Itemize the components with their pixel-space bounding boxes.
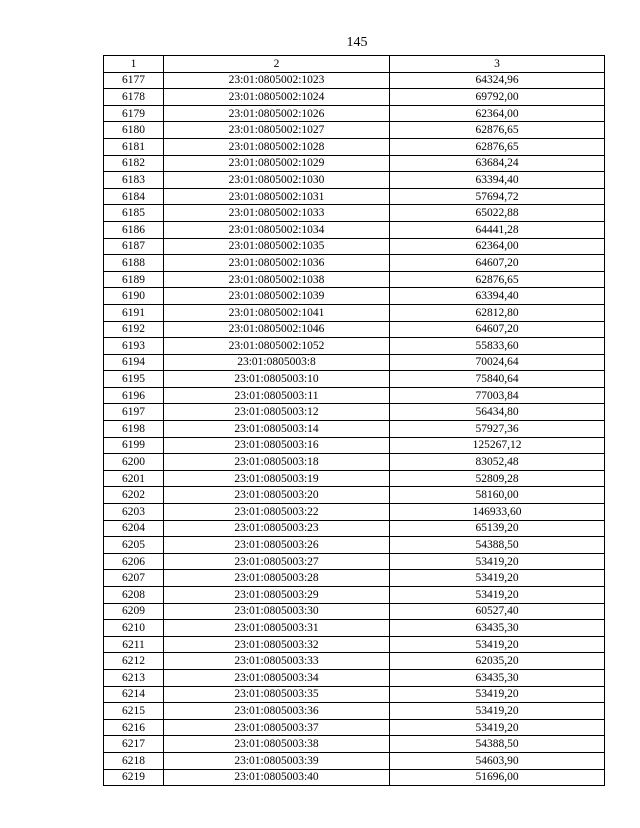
- table-row: [104, 454, 605, 471]
- row-number-cell: 6214: [104, 686, 164, 703]
- value-cell: 53419,20: [390, 703, 605, 720]
- table-row: [104, 288, 605, 305]
- row-number-cell: 6186: [104, 221, 164, 238]
- cadastral-number-cell: 23:01:0805002:1035: [164, 238, 390, 255]
- row-number-cell: 6191: [104, 304, 164, 321]
- cadastral-number-cell: 23:01:0805002:1030: [164, 172, 390, 189]
- cadastral-number-cell: 23:01:0805003:35: [164, 686, 390, 703]
- cadastral-number-cell: 23:01:0805002:1052: [164, 338, 390, 355]
- value-cell: 62876,65: [390, 138, 605, 155]
- table-row: [104, 570, 605, 587]
- value-cell: 63394,40: [390, 288, 605, 305]
- cadastral-number-cell: 23:01:0805003:36: [164, 703, 390, 720]
- row-number-cell: 6183: [104, 172, 164, 189]
- cadastral-number-cell: 23:01:0805003:19: [164, 470, 390, 487]
- table-row: [104, 504, 605, 521]
- table-body: [104, 72, 605, 786]
- cadastral-number-cell: 23:01:0805003:33: [164, 653, 390, 670]
- value-cell: 52809,28: [390, 470, 605, 487]
- table-row: [104, 537, 605, 554]
- value-cell: 70024,64: [390, 354, 605, 371]
- table-row: [104, 354, 605, 371]
- row-number-cell: 6218: [104, 752, 164, 769]
- row-number-cell: 6217: [104, 736, 164, 753]
- registry-table: [103, 55, 605, 786]
- value-cell: 62035,20: [390, 653, 605, 670]
- row-number-cell: 6197: [104, 404, 164, 421]
- table-row: [104, 387, 605, 404]
- table-row: [104, 636, 605, 653]
- column-header-3: 3: [390, 56, 605, 73]
- table-row: [104, 421, 605, 438]
- table-row: [104, 105, 605, 122]
- column-header-1: 1: [104, 56, 164, 73]
- value-cell: 55833,60: [390, 338, 605, 355]
- table-row: [104, 553, 605, 570]
- value-cell: 63435,30: [390, 620, 605, 637]
- value-cell: 53419,20: [390, 719, 605, 736]
- row-number-cell: 6203: [104, 504, 164, 521]
- row-number-cell: 6181: [104, 138, 164, 155]
- cadastral-number-cell: 23:01:0805002:1023: [164, 72, 390, 89]
- row-number-cell: 6204: [104, 520, 164, 537]
- value-cell: 69792,00: [390, 89, 605, 106]
- table-header-row: [104, 56, 605, 73]
- value-cell: 63684,24: [390, 155, 605, 172]
- value-cell: 57927,36: [390, 421, 605, 438]
- value-cell: 53419,20: [390, 587, 605, 604]
- table-row: [104, 470, 605, 487]
- value-cell: 62812,80: [390, 304, 605, 321]
- cadastral-number-cell: 23:01:0805002:1033: [164, 205, 390, 222]
- value-cell: 54388,50: [390, 736, 605, 753]
- row-number-cell: 6211: [104, 636, 164, 653]
- table-row: [104, 255, 605, 272]
- cadastral-number-cell: 23:01:0805003:39: [164, 752, 390, 769]
- value-cell: 51696,00: [390, 769, 605, 786]
- table-row: [104, 188, 605, 205]
- row-number-cell: 6185: [104, 205, 164, 222]
- value-cell: 65022,88: [390, 205, 605, 222]
- value-cell: 56434,80: [390, 404, 605, 421]
- cadastral-number-cell: 23:01:0805003:26: [164, 537, 390, 554]
- value-cell: 57694,72: [390, 188, 605, 205]
- value-cell: 53419,20: [390, 570, 605, 587]
- row-number-cell: 6201: [104, 470, 164, 487]
- cadastral-number-cell: 23:01:0805002:1036: [164, 255, 390, 272]
- row-number-cell: 6212: [104, 653, 164, 670]
- value-cell: 83052,48: [390, 454, 605, 471]
- column-header-2: 2: [164, 56, 390, 73]
- table-row: [104, 122, 605, 139]
- row-number-cell: 6192: [104, 321, 164, 338]
- row-number-cell: 6195: [104, 371, 164, 388]
- value-cell: 53419,20: [390, 636, 605, 653]
- table-row: [104, 238, 605, 255]
- row-number-cell: 6196: [104, 387, 164, 404]
- value-cell: 125267,12: [390, 437, 605, 454]
- cadastral-number-cell: 23:01:0805003:23: [164, 520, 390, 537]
- table-row: [104, 371, 605, 388]
- table-row: [104, 603, 605, 620]
- value-cell: 53419,20: [390, 553, 605, 570]
- cadastral-number-cell: 23:01:0805003:8: [164, 354, 390, 371]
- table-row: [104, 221, 605, 238]
- row-number-cell: 6202: [104, 487, 164, 504]
- value-cell: 64607,20: [390, 321, 605, 338]
- cadastral-number-cell: 23:01:0805003:11: [164, 387, 390, 404]
- table-row: [104, 669, 605, 686]
- cadastral-number-cell: 23:01:0805003:16: [164, 437, 390, 454]
- value-cell: 77003,84: [390, 387, 605, 404]
- value-cell: 64324,96: [390, 72, 605, 89]
- cadastral-number-cell: 23:01:0805003:18: [164, 454, 390, 471]
- row-number-cell: 6182: [104, 155, 164, 172]
- row-number-cell: 6216: [104, 719, 164, 736]
- table-row: [104, 437, 605, 454]
- value-cell: 146933,60: [390, 504, 605, 521]
- value-cell: 65139,20: [390, 520, 605, 537]
- cadastral-number-cell: 23:01:0805003:31: [164, 620, 390, 637]
- value-cell: 63435,30: [390, 669, 605, 686]
- value-cell: 63394,40: [390, 172, 605, 189]
- row-number-cell: 6209: [104, 603, 164, 620]
- table-row: [104, 404, 605, 421]
- table-row: [104, 719, 605, 736]
- table-row: [104, 587, 605, 604]
- cadastral-number-cell: 23:01:0805002:1034: [164, 221, 390, 238]
- row-number-cell: 6193: [104, 338, 164, 355]
- cadastral-number-cell: 23:01:0805003:14: [164, 421, 390, 438]
- table-row: [104, 703, 605, 720]
- value-cell: 62364,00: [390, 238, 605, 255]
- value-cell: 54603,90: [390, 752, 605, 769]
- row-number-cell: 6188: [104, 255, 164, 272]
- value-cell: 60527,40: [390, 603, 605, 620]
- row-number-cell: 6207: [104, 570, 164, 587]
- cadastral-number-cell: 23:01:0805002:1024: [164, 89, 390, 106]
- cadastral-number-cell: 23:01:0805002:1031: [164, 188, 390, 205]
- value-cell: 58160,00: [390, 487, 605, 504]
- table-row: [104, 620, 605, 637]
- cadastral-number-cell: 23:01:0805002:1027: [164, 122, 390, 139]
- table-row: [104, 321, 605, 338]
- value-cell: 64441,28: [390, 221, 605, 238]
- value-cell: 64607,20: [390, 255, 605, 272]
- table-row: [104, 138, 605, 155]
- cadastral-number-cell: 23:01:0805003:20: [164, 487, 390, 504]
- row-number-cell: 6194: [104, 354, 164, 371]
- table-row: [104, 271, 605, 288]
- table-row: [104, 205, 605, 222]
- value-cell: 54388,50: [390, 537, 605, 554]
- row-number-cell: 6215: [104, 703, 164, 720]
- value-cell: 53419,20: [390, 686, 605, 703]
- table-row: [104, 338, 605, 355]
- table-row: [104, 686, 605, 703]
- row-number-cell: 6199: [104, 437, 164, 454]
- row-number-cell: 6189: [104, 271, 164, 288]
- cadastral-number-cell: 23:01:0805002:1029: [164, 155, 390, 172]
- cadastral-number-cell: 23:01:0805003:37: [164, 719, 390, 736]
- table-row: [104, 172, 605, 189]
- table-row: [104, 487, 605, 504]
- row-number-cell: 6187: [104, 238, 164, 255]
- table-row: [104, 736, 605, 753]
- cadastral-number-cell: 23:01:0805003:34: [164, 669, 390, 686]
- cadastral-number-cell: 23:01:0805003:38: [164, 736, 390, 753]
- table-row: [104, 155, 605, 172]
- value-cell: 75840,64: [390, 371, 605, 388]
- row-number-cell: 6180: [104, 122, 164, 139]
- cadastral-number-cell: 23:01:0805003:22: [164, 504, 390, 521]
- row-number-cell: 6177: [104, 72, 164, 89]
- row-number-cell: 6178: [104, 89, 164, 106]
- cadastral-number-cell: 23:01:0805003:12: [164, 404, 390, 421]
- value-cell: 62364,00: [390, 105, 605, 122]
- page-number: 145: [346, 35, 368, 50]
- cadastral-number-cell: 23:01:0805002:1046: [164, 321, 390, 338]
- table-row: [104, 304, 605, 321]
- cadastral-number-cell: 23:01:0805003:40: [164, 769, 390, 786]
- cadastral-number-cell: 23:01:0805002:1026: [164, 105, 390, 122]
- row-number-cell: 6200: [104, 454, 164, 471]
- cadastral-number-cell: 23:01:0805002:1041: [164, 304, 390, 321]
- row-number-cell: 6210: [104, 620, 164, 637]
- table-row: [104, 72, 605, 89]
- row-number-cell: 6205: [104, 537, 164, 554]
- table-row: [104, 752, 605, 769]
- cadastral-number-cell: 23:01:0805002:1028: [164, 138, 390, 155]
- value-cell: 62876,65: [390, 271, 605, 288]
- row-number-cell: 6190: [104, 288, 164, 305]
- cadastral-number-cell: 23:01:0805003:29: [164, 587, 390, 604]
- row-number-cell: 6198: [104, 421, 164, 438]
- cadastral-number-cell: 23:01:0805003:28: [164, 570, 390, 587]
- cadastral-number-cell: 23:01:0805002:1038: [164, 271, 390, 288]
- table-row: [104, 769, 605, 786]
- cadastral-number-cell: 23:01:0805003:27: [164, 553, 390, 570]
- row-number-cell: 6208: [104, 587, 164, 604]
- table-row: [104, 520, 605, 537]
- table-row: [104, 653, 605, 670]
- cadastral-number-cell: 23:01:0805003:30: [164, 603, 390, 620]
- row-number-cell: 6213: [104, 669, 164, 686]
- value-cell: 62876,65: [390, 122, 605, 139]
- cadastral-number-cell: 23:01:0805003:10: [164, 371, 390, 388]
- row-number-cell: 6206: [104, 553, 164, 570]
- table-row: [104, 89, 605, 106]
- row-number-cell: 6179: [104, 105, 164, 122]
- cadastral-number-cell: 23:01:0805003:32: [164, 636, 390, 653]
- cadastral-number-cell: 23:01:0805002:1039: [164, 288, 390, 305]
- row-number-cell: 6184: [104, 188, 164, 205]
- row-number-cell: 6219: [104, 769, 164, 786]
